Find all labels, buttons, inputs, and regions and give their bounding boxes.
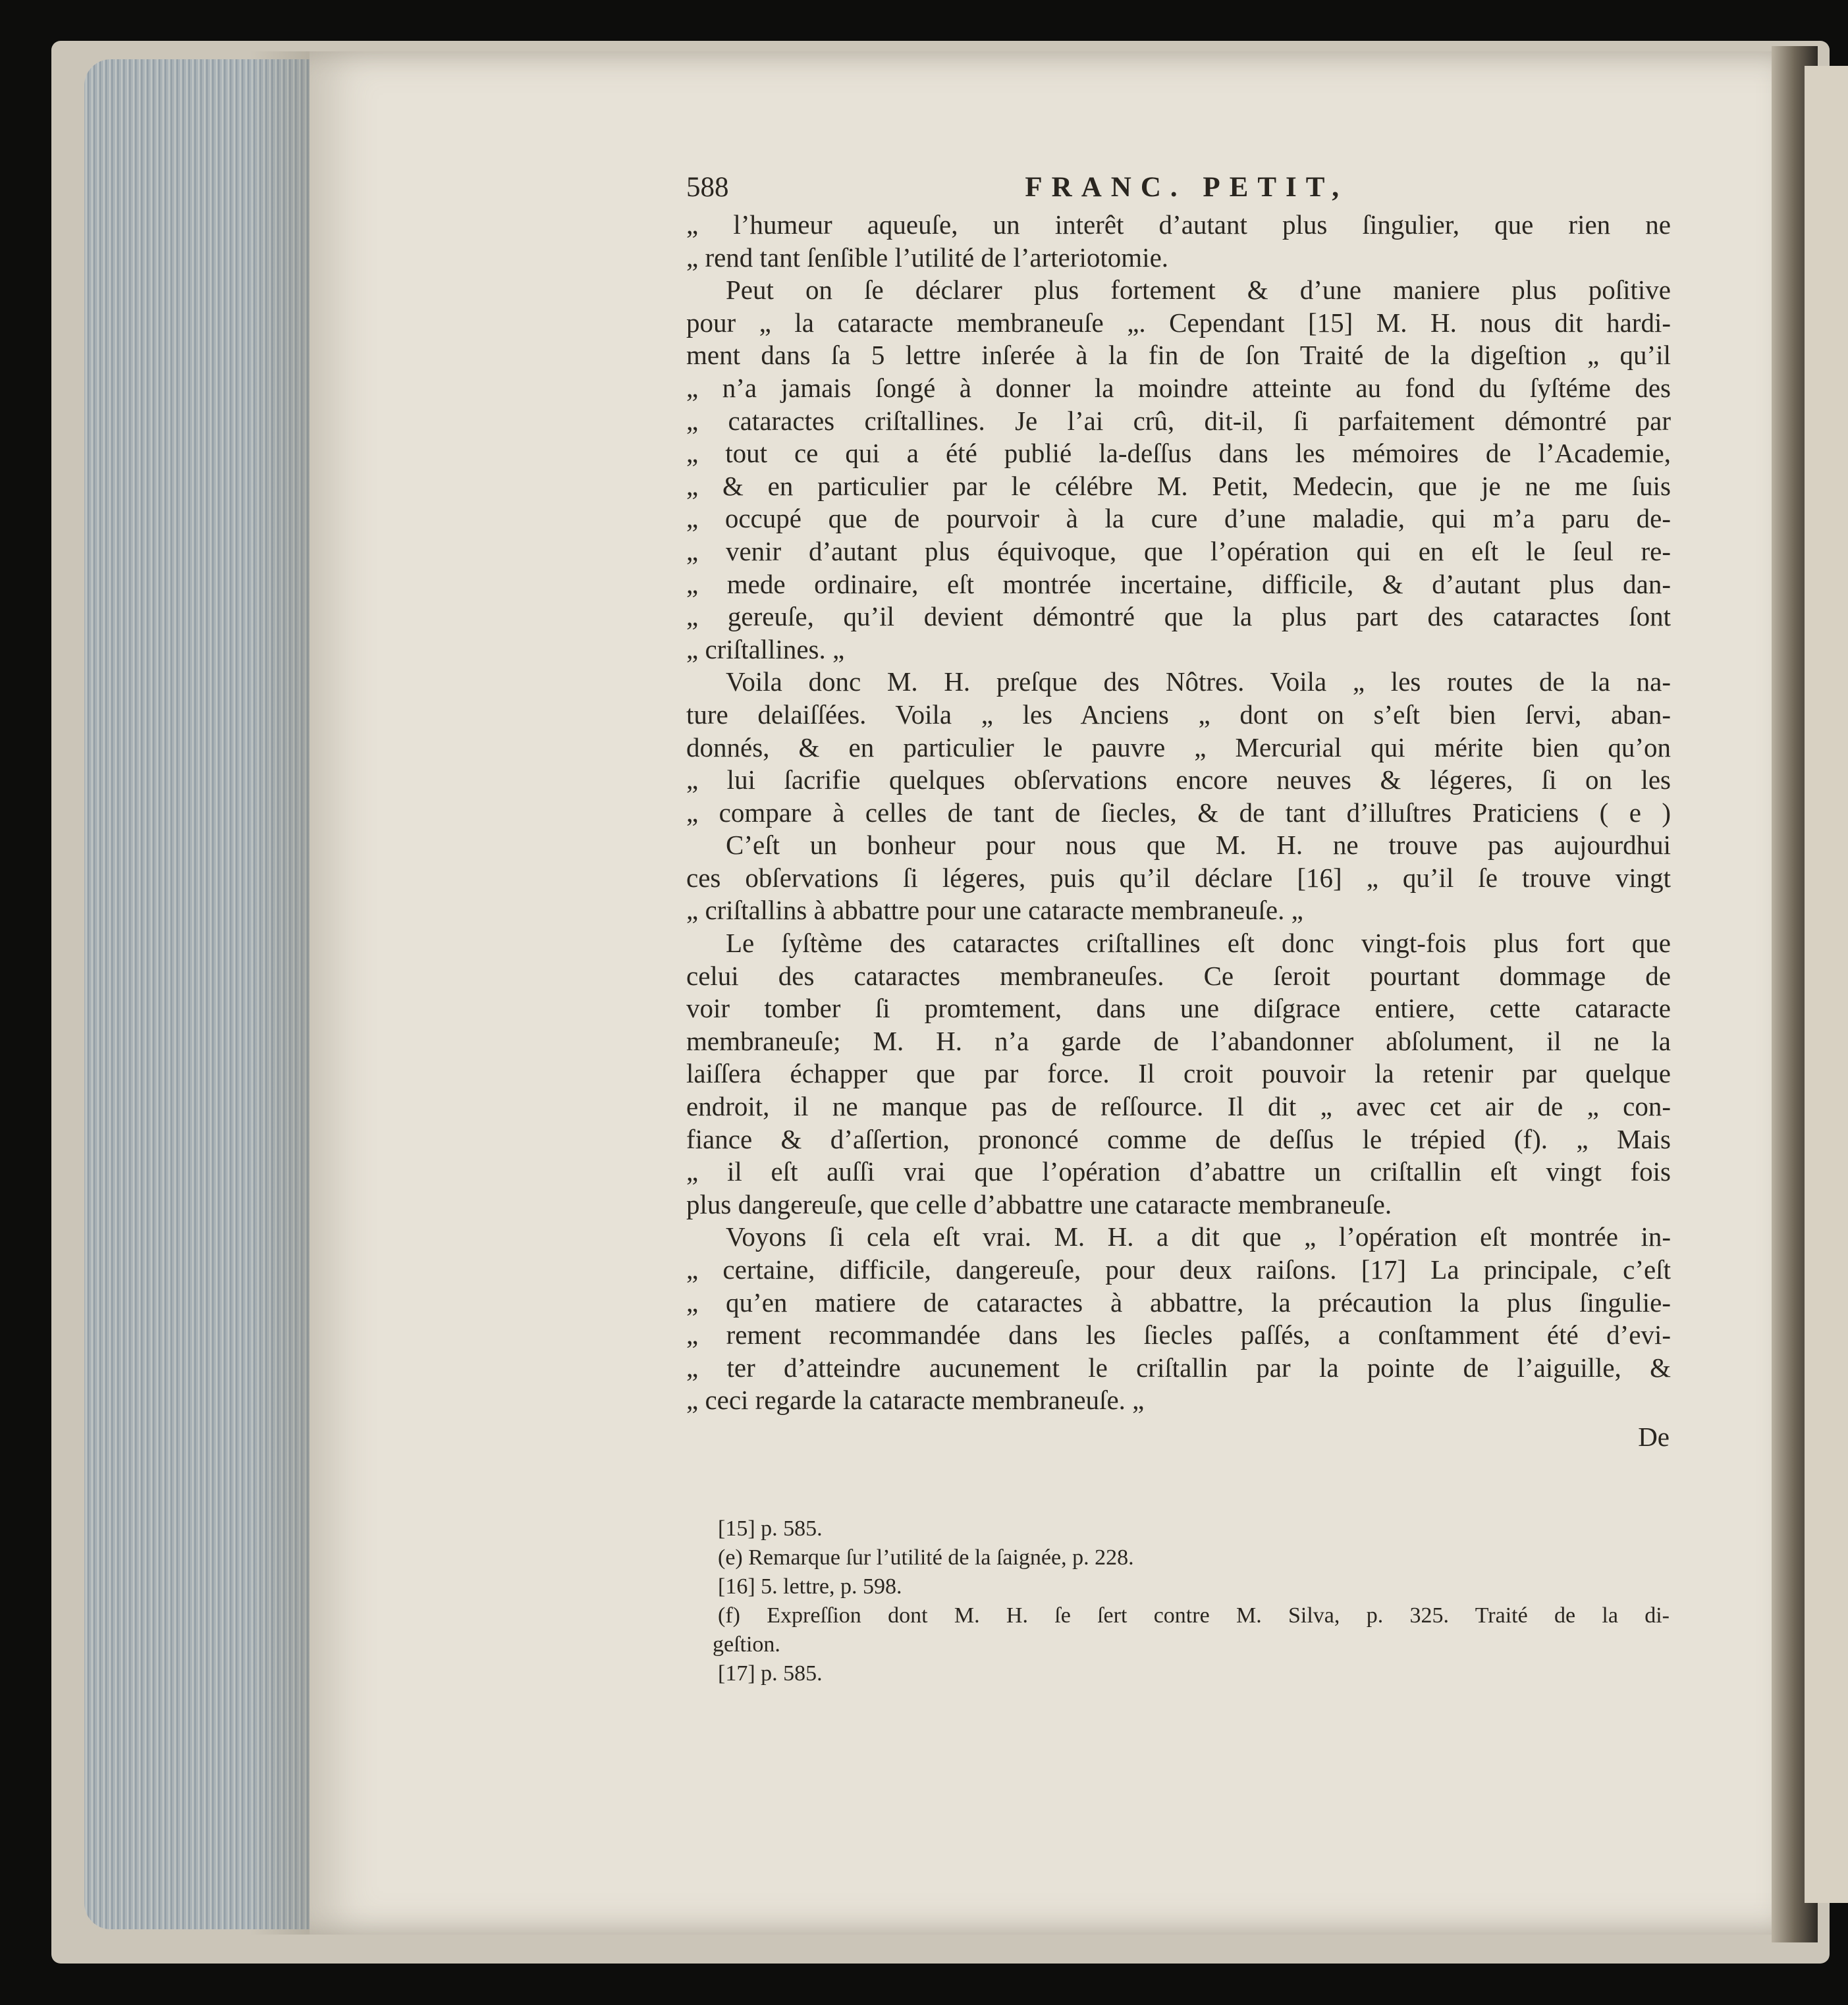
text-line: Voyons ſi cela eſt vrai. M. H. a dit que „ l’opération eſt montrée in- [726, 1221, 1671, 1252]
text-line: donnés, & en particulier le pauvre „ Mercurial qui mérite bien qu’on [686, 732, 1671, 762]
text-line: Voila donc M. H. preſque des Nôtres. Voila „ les routes de la na- [726, 666, 1671, 697]
text-line: Le ſyſtème des cataractes criſtallines eſt donc vingt-fois plus fort que [726, 928, 1671, 959]
footnote: (f) Expreſſion dont M. H. ſe ſert contre M. Silva, p. 325. Traité de la di- [718, 1603, 1670, 1628]
footnotes [713, 1514, 1670, 1688]
text-line: „ qu’en matiere de cataractes à abbattre, la précaution la plus ſingulie- [686, 1287, 1671, 1318]
text-line: „ ter d’atteindre aucunement le criſtallin par la pointe de l’aiguille, & [686, 1352, 1671, 1383]
facing-page-edge [1805, 66, 1848, 1903]
text-line: „ gereuſe, qu’il devient démontré que la plus part des cataractes ſont [686, 601, 1671, 632]
text-line: „ occupé que de pourvoir à la cure d’une maladie, qui m’a paru de- [686, 503, 1671, 534]
text-line: „ & en particulier par le célébre M. Petit, Medecin, que je ne me ſuis [686, 470, 1671, 501]
text-line: „ criſtallines. „ [686, 633, 845, 664]
catchword: De [1638, 1421, 1670, 1452]
text-line: „ n’a jamais ſongé à donner la moindre atteinte au fond du ſyſtéme des [686, 372, 1671, 403]
text-line: „ tout ce qui a été publié la-deſſus dans les mémoires de l’Academie, [686, 438, 1671, 469]
text-line: „ rement recommandée dans les ſiecles paſſés, a conſtamment été d’evi- [686, 1320, 1671, 1350]
footnote: [17] p. 585. [718, 1661, 823, 1686]
text-line: „ lui ſacrifie quelques obſervations encore neuves & légeres, ſi on les [686, 764, 1671, 795]
text-line: celui des cataractes membraneuſes. Ce ſeroit pourtant dommage de [686, 960, 1671, 991]
text-line: „ cataractes criſtallines. Je l’ai crû, dit-il, ſi parfaitement démontré par [686, 405, 1671, 436]
text-line: „ compare à celles de tant de ſiecles, & de tant d’illuſtres Praticiens ( e ) [686, 797, 1671, 828]
page-number: 588 [686, 172, 729, 203]
text-line: „ ceci regarde la cataracte membraneuſe. „ [686, 1385, 1145, 1416]
text-line: „ il eſt auſſi vrai que l’opération d’abattre un criſtallin eſt vingt fois [686, 1156, 1671, 1187]
text-line: voir tomber ſi promtement, dans une diſgrace entiere, cette cataracte [686, 993, 1671, 1024]
page-text [686, 168, 1671, 1454]
text-line: laiſſera échapper que par force. Il croit pouvoir la retenir par quelque [686, 1058, 1671, 1089]
text-line: endroit, il ne manque pas de reſſource. Il dit „ avec cet air de „ con- [686, 1091, 1671, 1122]
text-line: Peut on ſe déclarer plus fortement & d’une maniere plus poſitive [726, 275, 1671, 306]
text-line: „ l’humeur aqueuſe, un interêt d’autant plus ſingulier, que rien ne [686, 209, 1671, 240]
text-line: „ venir d’autant plus équivoque, que l’opération qui en eſt le ſeul re- [686, 535, 1671, 566]
text-line: „ mede ordinaire, eſt montrée incertaine, difficile, & d’autant plus dan- [686, 568, 1671, 599]
text-line: ment dans ſa 5 lettre inſerée à la fin de ſon Traité de la digeſtion „ qu’il [686, 340, 1671, 371]
text-line: pour „ la cataracte membraneuſe „. Cependant [15] M. H. nous dit hardi- [686, 307, 1671, 338]
text-line: C’eſt un bonheur pour nous que M. H. ne trouve pas aujourdhui [726, 830, 1671, 861]
text-line: fiance & d’aſſertion, prononcé comme de deſſus le trépied (f). „ Mais [686, 1123, 1671, 1154]
text-line: „ certaine, difficile, dangereuſe, pour deux raiſons. [17] La principale, c’eſt [686, 1254, 1671, 1285]
footnote: (e) Remarque ſur l’utilité de la ſaignée, p. 228. [718, 1545, 1134, 1570]
footnote: geſtion. [713, 1632, 780, 1657]
text-line: ces obſervations ſi légeres, puis qu’il déclare [16] „ qu’il ſe trouve vingt [686, 862, 1671, 893]
footnote: [16] 5. lettre, p. 598. [718, 1574, 902, 1599]
footnote: [15] p. 585. [718, 1516, 823, 1541]
running-head [686, 168, 1671, 207]
running-title: FRANC. PETIT, [1025, 172, 1348, 203]
text-line: plus dangereuſe, que celle d’abbattre une cataracte membraneuſe. [686, 1189, 1392, 1219]
text-line: „ rend tant ſenſible l’utilité de l’arteriotomie. [686, 242, 1169, 273]
text-line: „ criſtallins à abbattre pour une cataracte membraneuſe. „ [686, 895, 1303, 926]
text-line: membraneuſe; M. H. n’a garde de l’abandonner abſolument, il ne la [686, 1025, 1671, 1056]
text-line: ture delaiſſées. Voila „ les Anciens „ dont on s’eſt bien ſervi, aban- [686, 699, 1671, 730]
